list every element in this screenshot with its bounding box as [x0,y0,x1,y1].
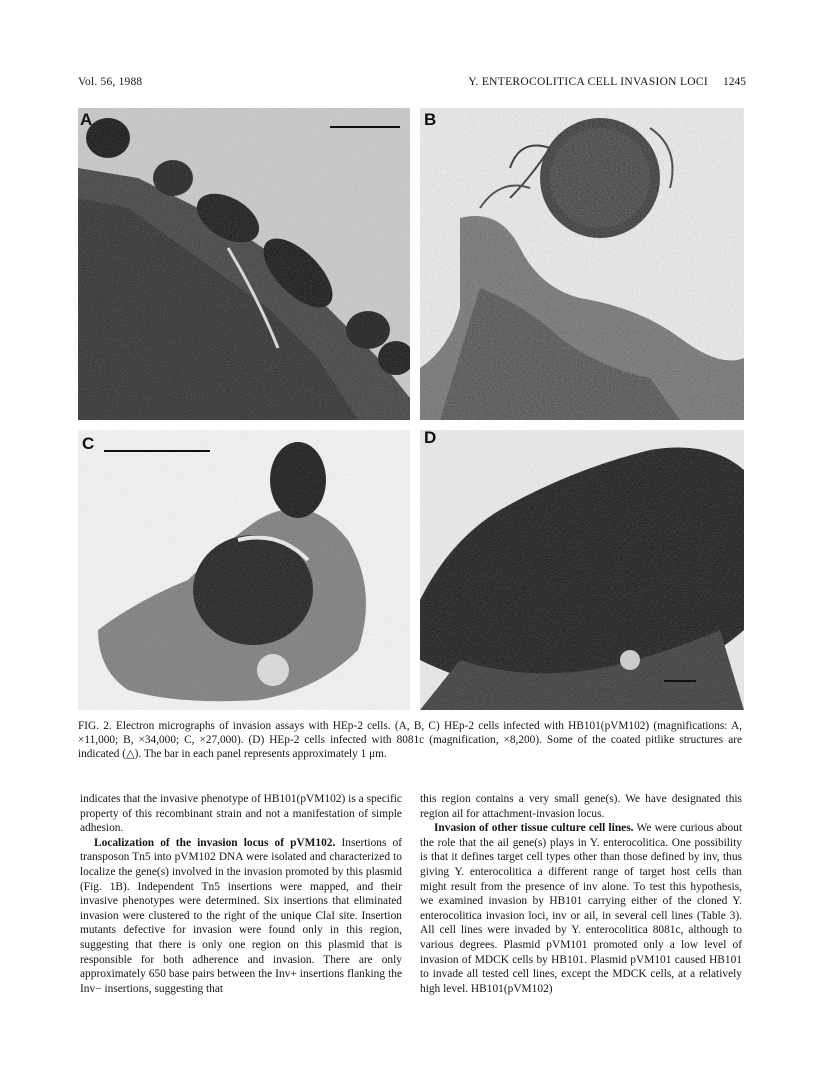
panel-a-scale-bar [330,126,400,128]
electron-micrograph-figure [78,108,744,710]
micrograph-d-image [420,430,744,710]
figure-caption [78,719,742,761]
right-text-column [420,792,742,996]
panel-c-label: C [82,434,95,453]
right-paragraph-1: this region contains a very small gene(s). We have designated this region ail for attachment-invasion locus. [420,793,742,820]
figure-caption-label: FIG. 2. [78,720,112,732]
micrograph-panel-a [78,108,410,420]
right-paragraph-2 [420,821,742,996]
panel-d-label: D [424,430,437,447]
panel-b-label: B [424,110,437,129]
section-heading-localization: Localization of the invasion locus of pVM102. [94,836,336,849]
page-number: 1245 [723,76,746,88]
micrograph-b-image [420,108,744,420]
left-text-column [80,792,402,996]
micrograph-c-image [78,430,410,710]
micrograph-panel-b [420,108,744,420]
left-paragraph-1: indicates that the invasive phenotype of HB101(pVM102) is a specific property of this recombinant strain and not a manifestation of simple adhesion. [80,793,402,835]
panel-a-label: A [80,110,93,129]
left-paragraph-2-body: Insertions of transposon Tn5 into pVM102 DNA were isolated and characterized to localize the gene(s) involved in the invasion promoted by this plasmid (Fig. 1B). Independent Tn5 insertions were mapped, and their invasive phenotypes were determined. Six insertions that eliminated invasion were clustered to the right of the unique ClaI site. Insertion mutants defective for invasion were found only in this region, suggesting that there is only one region on this plasmid that is responsible for both adherence and invasion. There are only approximately 650 base pairs between the Inv+ insertions flanking the Inv− insertions, suggesting that [80,836,402,995]
micrograph-panel-c [78,430,410,710]
right-paragraph-2-body: We were curious about the role that the ail gene(s) plays in Y. enterocolitica. One possibility is that it defines target cell types other than those defined by inv, thus giving Y. enterocolitica a different range of target host cells than might result from the presence of inv alone. To test this hypothesis, we examined invasion by HB101 carrying either of the cloned Y. enterocolitica invasion loci, inv or ail, in several cell lines (Table 3). All cell lines were invaded by Y. enterocolitica 8081c, although to various degrees. Plasmid pVM101 promoted only a low level of invasion of MDCK cells by HB101. Plasmid pVM101 caused HB101 to invade all tested cell lines, except the MDCK cells, at a relatively high level. HB101(pVM102) [420,822,742,995]
volume-label: Vol. 56, 1988 [78,76,143,88]
section-heading-invasion: Invasion of other tissue culture cell lines. [434,822,634,835]
micrograph-a-image [78,108,410,420]
micrograph-panel-d [420,430,744,710]
running-header [78,76,746,94]
left-paragraph-2 [80,836,402,997]
panel-d-scale-bar [664,680,696,682]
running-title: Y. ENTEROCOLITICA CELL INVASION LOCI [468,76,708,88]
figure-caption-text: Electron micrographs of invasion assays with HEp-2 cells. (A, B, C) HEp-2 cells infected with HB101(pVM102) (magnifications: A, ×11,000; B, ×34,000; C, ×27,000). (D) HEp-2 cells infected with 8081c (magnification, ×8,200). Some of the coated pitlike structures are indicated (△). The bar in each panel represents approximately 1 μm. [78,720,742,760]
panel-c-scale-bar [104,450,210,452]
